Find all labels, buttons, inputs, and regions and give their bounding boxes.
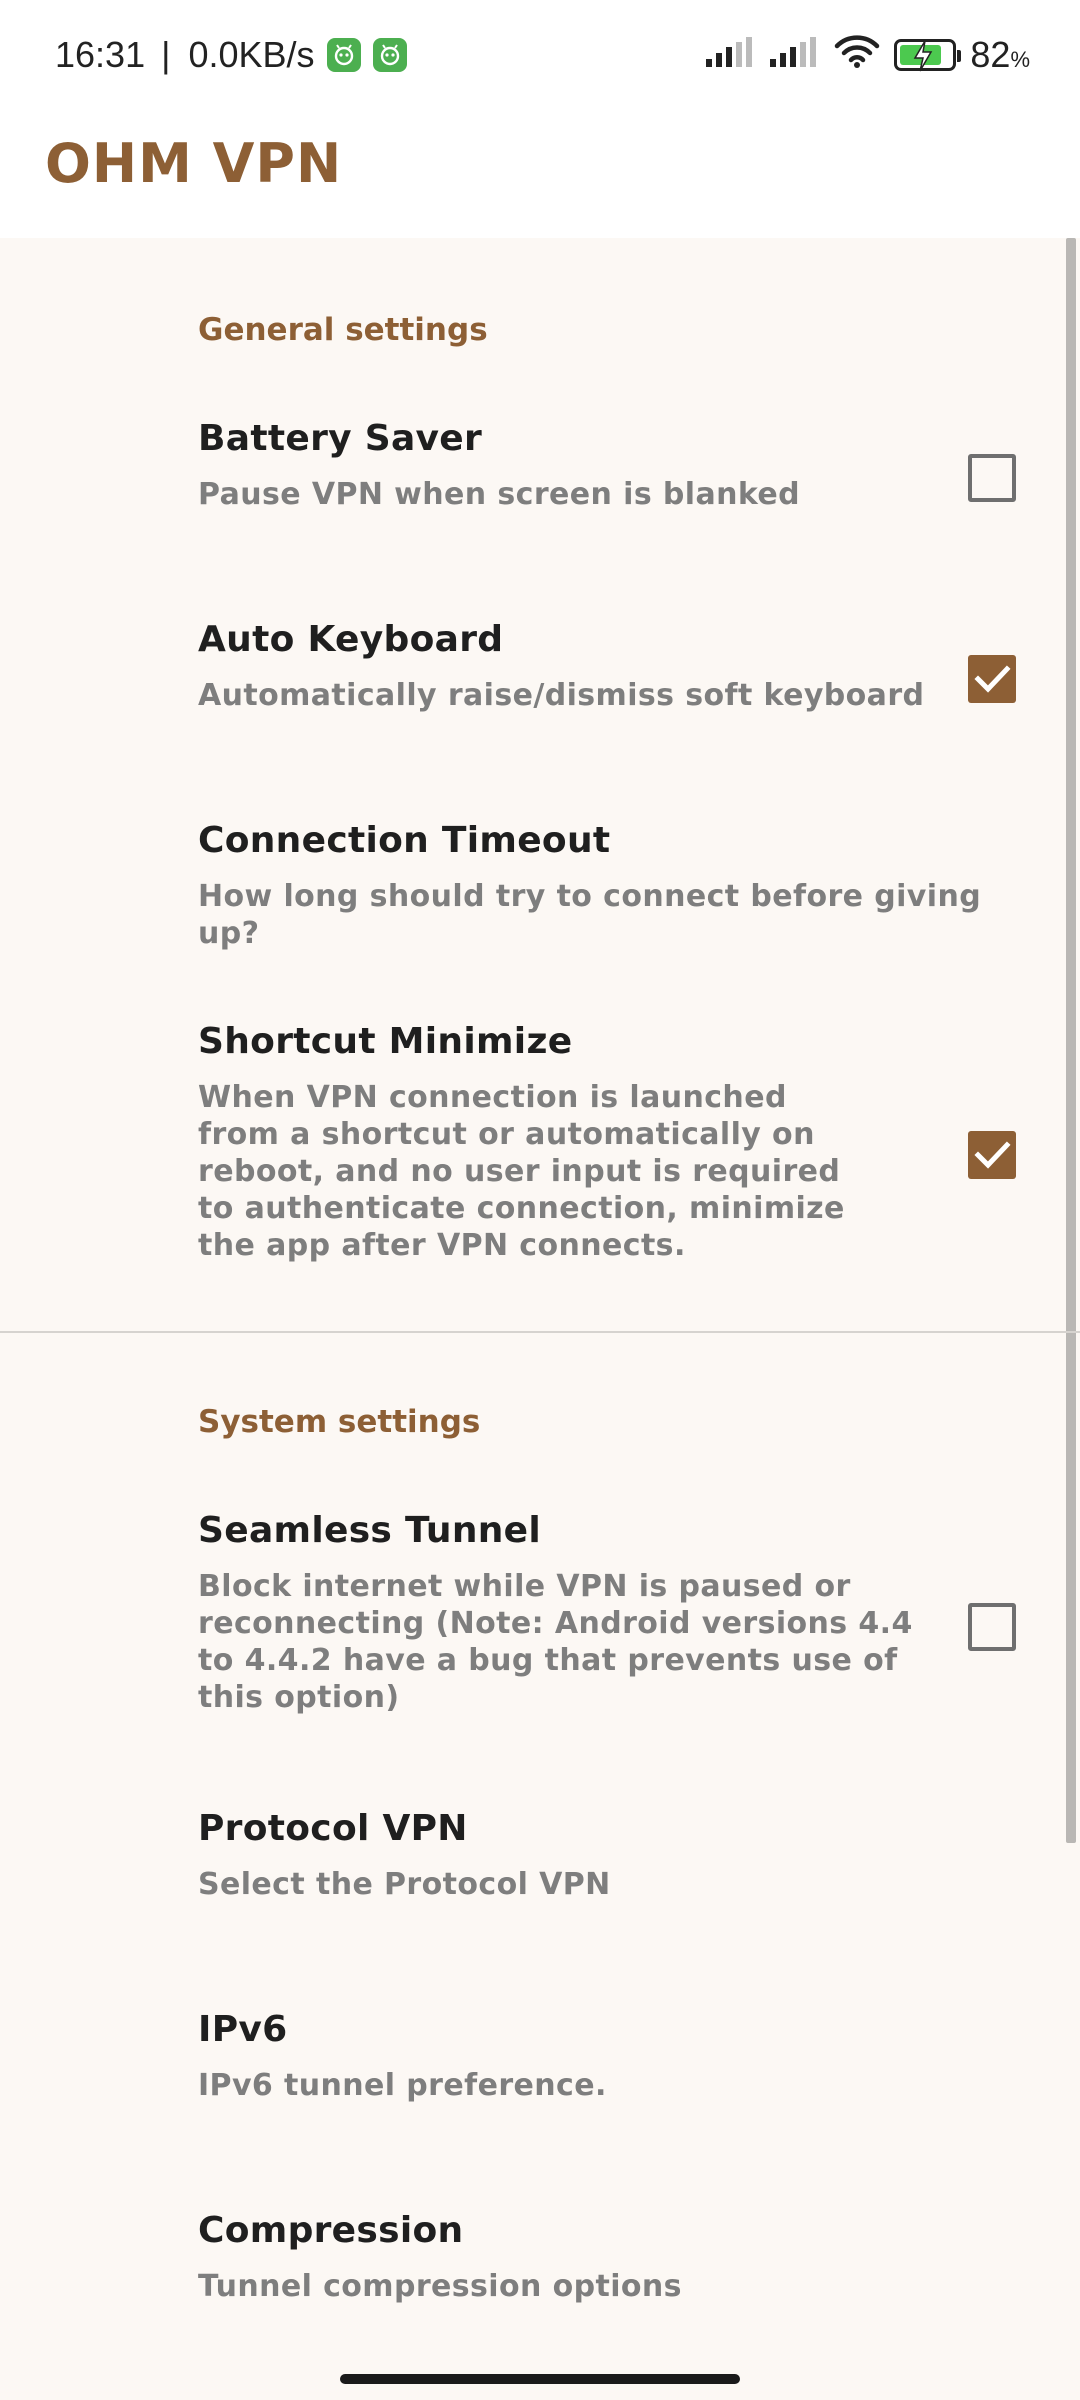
pref-summary: Select the Protocol VPN [198,1867,611,1902]
pref-title: Connection Timeout [198,820,611,861]
battery-saver-checkbox[interactable] [968,454,1016,502]
status-bar-left [55,28,407,82]
section-header-general: General settings [198,312,488,348]
app-title: OHM VPN [45,132,343,195]
pref-shortcut-minimize[interactable] [0,1021,1080,1321]
android-robot-icon [327,38,361,72]
status-separator: | [161,34,171,75]
pref-compression[interactable] [0,2210,1080,2350]
pref-summary: Tunnel compression options [198,2269,682,2304]
cellular-signal-icon [770,34,820,76]
home-gesture-handle[interactable] [340,2374,740,2384]
checkmark-icon [968,1131,1016,1179]
pref-title: Protocol VPN [198,1808,468,1849]
status-bar [0,0,1080,110]
android-robot-icon [373,38,407,72]
battery-percentage: 82% [970,34,1030,75]
pref-seamless-tunnel[interactable] [0,1510,1080,1750]
pref-summary: How long should try to connect before giving up? [198,879,982,951]
pref-title: Battery Saver [198,418,483,459]
pref-ipv6[interactable] [0,2009,1080,2199]
pref-summary: When VPN connection is launched from a shortcut or automatically on reboot, and no user input is required to authenticate connection, minimize the app after VPN connects. [198,1080,845,1263]
auto-keyboard-checkbox[interactable] [968,655,1016,703]
pref-summary: IPv6 tunnel preference. [198,2068,607,2103]
pref-battery-saver[interactable] [0,418,1080,608]
section-divider [0,1331,1080,1333]
pref-title: Shortcut Minimize [198,1021,573,1062]
pref-title: Compression [198,2210,464,2251]
pref-title: Auto Keyboard [198,619,504,660]
shortcut-minimize-checkbox[interactable] [968,1131,1016,1179]
pref-auto-keyboard[interactable] [0,619,1080,809]
pref-summary: Automatically raise/dismiss soft keyboard [198,678,925,713]
status-bar-right [706,28,1030,82]
wifi-icon [834,34,880,77]
settings-list[interactable] [0,238,1080,2354]
seamless-tunnel-checkbox[interactable] [968,1603,1016,1651]
app-bar [0,110,1080,238]
section-header-system: System settings [198,1404,481,1440]
pref-title: IPv6 [198,2009,288,2050]
checkmark-icon [968,655,1016,703]
cellular-signal-icon [706,34,756,76]
pref-title: Seamless Tunnel [198,1510,542,1551]
pref-summary: Block internet while VPN is paused or reconnecting (Note: Android versions 4.4 to 4.4.2 have a bug that prevents use of this option) [198,1569,913,1715]
pref-summary: Pause VPN when screen is blanked [198,477,801,512]
network-speed: 0.0KB/s [188,34,315,75]
pref-protocol-vpn[interactable] [0,1808,1080,1998]
battery-icon [894,39,956,71]
navigation-bar [0,2354,1080,2400]
pref-connection-timeout[interactable] [0,820,1080,1010]
status-time: 16:31 [55,34,146,75]
